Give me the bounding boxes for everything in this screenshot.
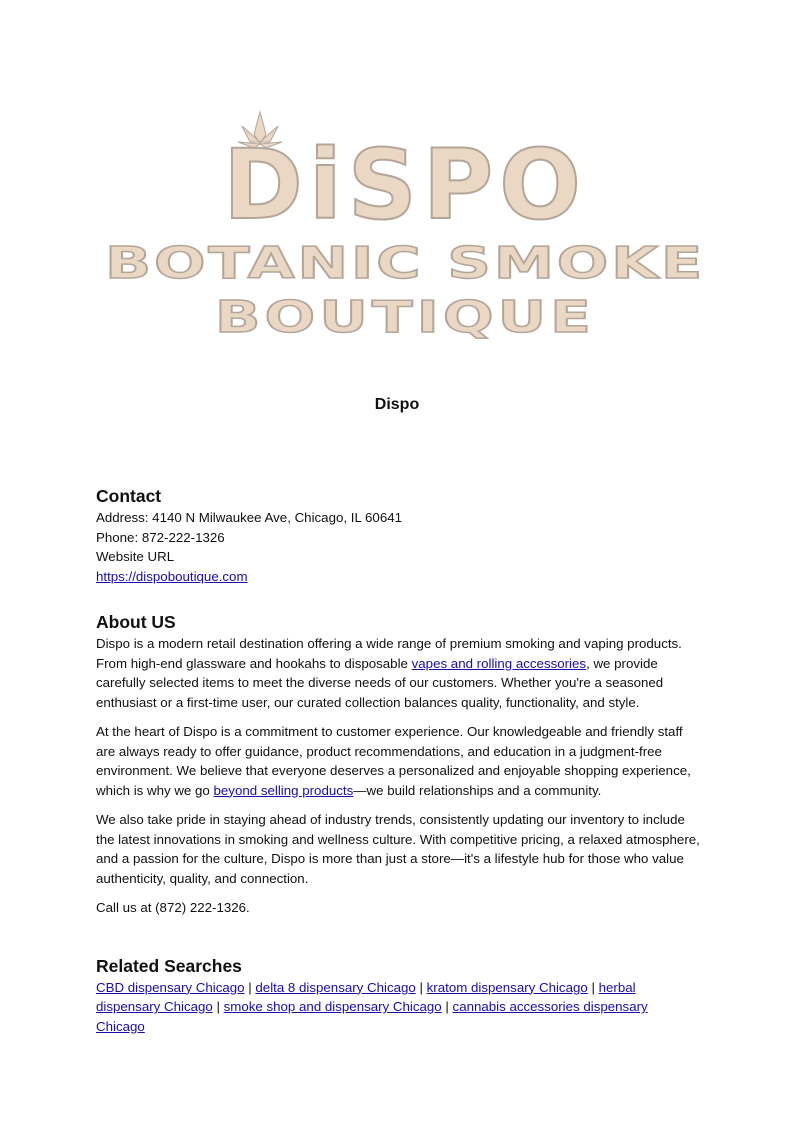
document-title: Dispo: [374, 396, 420, 413]
about-section: [96, 610, 700, 918]
separator: |: [415, 979, 427, 995]
brand-logo: [100, 108, 710, 344]
website-link[interactable]: https://dispoboutique.com: [96, 568, 248, 584]
contact-section: [96, 484, 700, 586]
about-p2-text-end: —we build relationships and a community.: [353, 782, 602, 798]
about-p1-text: Dispo is a modern retail destination offering a wide range of premium smoking and vaping products. From high-end glassware and hookahs to disposable: [96, 636, 682, 671]
document-body: [96, 484, 700, 1036]
about-paragraph-2: [96, 722, 700, 800]
contact-heading: Contact: [96, 486, 162, 506]
about-paragraph-3: We also take pride in staying ahead of industry trends, consistently updating our inventory to include the latest innovations in smoking and wellness culture. With competitive pricing, a relaxed atmosphere, and a passion for the culture, Dispo is more than just a store—it's a lifestyle hub for those who value authenticity, quality, and connection.: [96, 812, 700, 886]
about-p1-text-end: , we provide carefully selected items to meet the diverse needs of our customers. Whether you're a seasoned enthusiast or a first-time user, our curated collection balances quality, functionality, and style.: [96, 655, 664, 710]
contact-phone: Phone: 872-222-1326: [96, 529, 225, 545]
about-paragraph-1: [96, 634, 700, 712]
related-link[interactable]: cannabis accessories dispensary Chicago: [96, 999, 648, 1034]
contact-address: Address: 4140 N Milwaukee Ave, Chicago, IL 60641: [96, 510, 403, 525]
about-p2-text: At the heart of Dispo is a commitment to customer experience. Our knowledgeable and friendly staff are always ready to offer guidance, product recommendations, and education in a judgment-free environment. We believe that everyone deserves a personalized and enjoyable shopping experience, which is why we go: [96, 724, 691, 798]
separator: |: [212, 999, 224, 1014]
related-link[interactable]: CBD dispensary Chicago: [96, 979, 245, 995]
related-link[interactable]: smoke shop and dispensary Chicago: [223, 999, 442, 1014]
vapes-accessories-link[interactable]: vapes and rolling accessories: [411, 655, 587, 671]
related-links: [96, 978, 700, 1037]
related-link[interactable]: delta 8 dispensary Chicago: [255, 979, 416, 995]
related-searches-section: [96, 954, 700, 1037]
logo-brand: DiSPO: [223, 129, 587, 241]
related-link[interactable]: kratom dispensary Chicago: [426, 979, 588, 995]
separator: |: [441, 999, 453, 1014]
beyond-selling-link[interactable]: beyond selling products: [213, 782, 354, 798]
contact-website-label: Website URL: [96, 549, 175, 564]
about-heading: About US: [96, 612, 176, 632]
logo-graphic: [100, 108, 710, 344]
call-us-text: Call us at (872) 222-1326.: [96, 900, 250, 915]
logo-line2: BOUTIQUE: [215, 292, 595, 343]
logo-line1: BOTANIC SMOKE: [105, 238, 705, 289]
related-link[interactable]: herbal dispensary Chicago: [96, 979, 636, 1014]
related-heading: Related Searches: [96, 955, 242, 976]
separator: |: [587, 979, 599, 995]
separator: |: [244, 979, 256, 995]
